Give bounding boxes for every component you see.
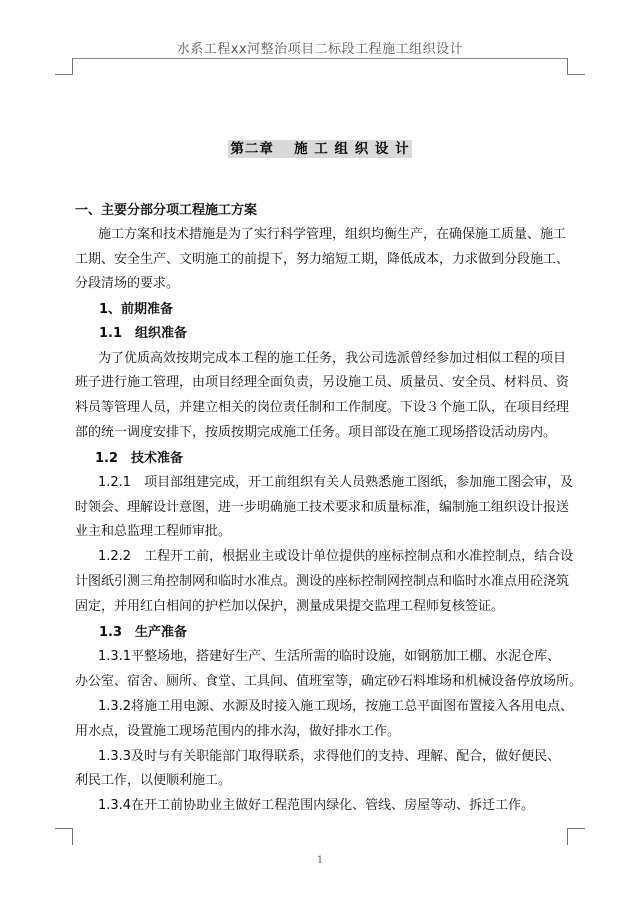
chapter-title-text: 第二章 施 工 组 织 设 计 [230, 141, 410, 157]
paragraph-line: 办公室、宿舍、厕所、食堂、工具间、值班室等，确定砂石料堆场和机械设备停放场所。 [75, 674, 583, 689]
subsection-heading: 1.3 生产准备 [99, 625, 188, 640]
crop-mark-bottom-left-h [55, 828, 73, 829]
paragraph-line: 分段清场的要求。 [75, 276, 180, 291]
paragraph-line: 1.3.3及时与有关职能部门取得联系，求得他们的支持、理解、配合，做好便民、 [98, 749, 561, 764]
paragraph-line: 业主和总监理工程师审批。 [75, 524, 232, 539]
paragraph-line: 料员等管理人员，并建立相关的岗位责任制和工作制度。下设３个施工队，在项目经理 [75, 400, 570, 415]
header-rule [72, 58, 568, 59]
crop-mark-top-left [72, 58, 73, 75]
paragraph-line: 班子进行施工管理，由项目经理全面负责，另设施工员、质量员、安全员、材料员、资 [75, 375, 570, 390]
paragraph-line: 施工方案和技术措施是为了实行科学管理，组织均衡生产，在确保施工质量、施工 [98, 227, 567, 242]
paragraph-line: 1.2.1 项目部组建完成，开工前组织有关人员熟悉施工图纸，参加施工图会审，及 [98, 475, 574, 490]
page-number: 1 [316, 855, 324, 866]
crop-mark-bottom-right-h [567, 828, 585, 829]
page-header: 水系工程xx河整治项目二标段工程施工组织设计 [176, 42, 464, 57]
paragraph-line: 固定，并用红白相间的护栏加以保护，测量成果提交监理工程师复核签证。 [75, 599, 505, 614]
crop-mark-top-right [567, 58, 568, 75]
chapter-title [0, 137, 640, 157]
section-heading: 一、主要分部分项工程施工方案 [75, 203, 258, 218]
paragraph-line: 为了优质高效按期完成本工程的施工任务，我公司选派曾经参加过相似工程的项目 [98, 351, 567, 366]
paragraph-line: 1.3.4在开工前协助业主做好工程范围内绿化、管线、房屋等动、拆迁工作。 [98, 798, 535, 813]
paragraph-line: 部的统一调度安排下，按质按期完成施工任务。项目部设在施工现场搭设活动房内。 [75, 425, 557, 440]
paragraph-line: 时领会、理解设计意图，进一步明确施工技术要求和质量标准，编制施工组织设计报送 [75, 500, 570, 515]
subsection-heading: 1.2 技术准备 [95, 451, 184, 466]
subsection-heading: 1.1 组织准备 [99, 326, 188, 341]
paragraph-line: 计图纸引测三角控制网和临时水准点。测设的座标控制网控制点和临时水准点用砼浇筑 [75, 574, 570, 589]
paragraph-line: 1.3.1平整场地，搭建好生产、生活所需的临时设施，如钢筋加工棚、水泥仓库、 [98, 649, 561, 664]
paragraph-line: 1.2.2 工程开工前，根据业主或设计单位提供的座标控制点和水准控制点，结合设 [98, 549, 574, 564]
crop-mark-top-left-h [55, 74, 73, 75]
paragraph-line: 利民工作，以便顺利施工。 [75, 773, 232, 788]
paragraph-line: 用水点，设置施工现场范围内的排水沟，做好排水工作。 [75, 724, 401, 739]
crop-mark-bottom-right [567, 828, 568, 845]
crop-mark-bottom-left [72, 828, 73, 845]
paragraph-line: 工期、安全生产、文明施工的前提下，努力缩短工期，降低成本，力求做到分段施工、 [75, 252, 570, 267]
crop-mark-top-right-h [567, 74, 585, 75]
paragraph-line: 1.3.2将施工用电源、水源及时接入施工现场，按施工总平面图布置接入各用电点、 [98, 699, 574, 714]
subsection-heading: 1、前期准备 [99, 302, 174, 317]
